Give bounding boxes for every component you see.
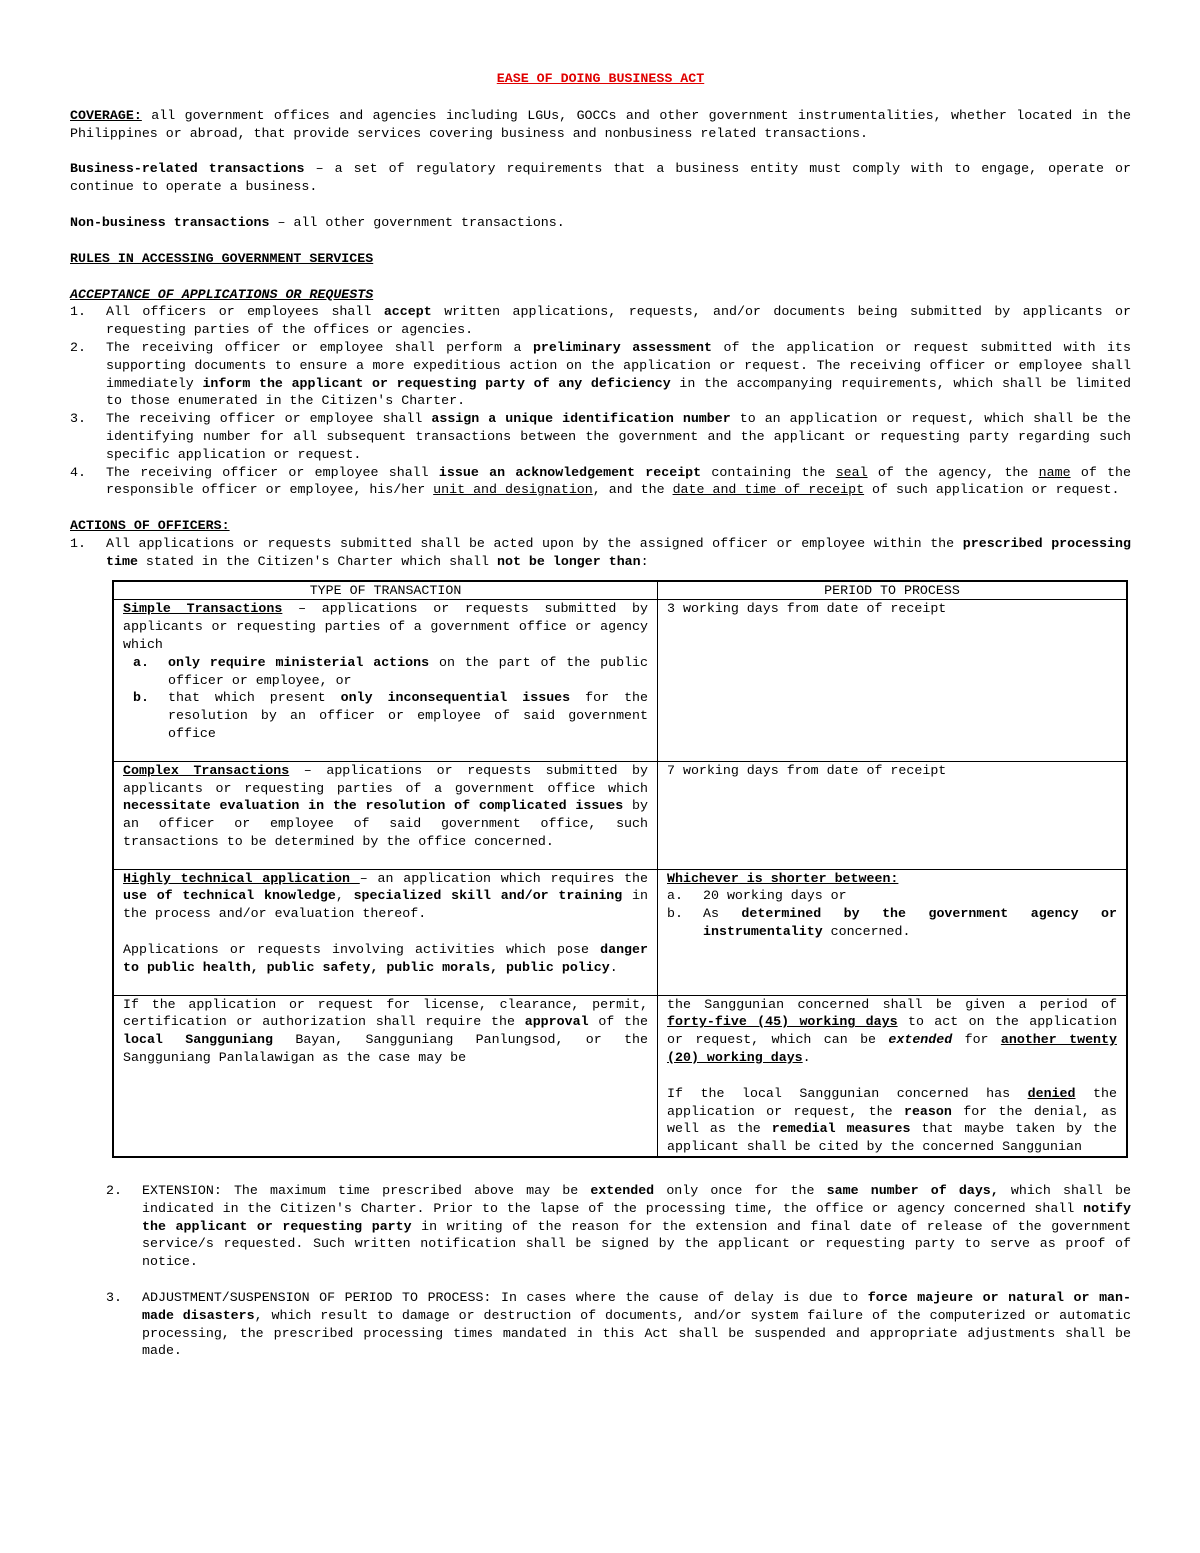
technical-period-cell: Whichever is shorter between: a. 20 working days or b. As determined by the government agency or instrumentality concerned. xyxy=(658,869,1128,995)
technical-type-cell: Highly technical application – an application which requires the use of technical knowledge, specialized skill and/or training in the process and/or evaluation thereof. Applications or requests involving activities which pose danger to public health, public safety, public morals, public policy. xyxy=(113,869,658,995)
post-table-list xyxy=(70,1182,1131,1360)
sanggunian-type-cell: If the application or request for license, clearance, permit, certification or authorization shall require the approval of the local Sangguniang Bayan, Sangguniang Panlungsod, or the Sangguniang Panlalawigan as the case may be xyxy=(113,995,658,1157)
table-header-period: PERIOD TO PROCESS xyxy=(658,581,1128,600)
extension-item: 2. EXTENSION: The maximum time prescribed above may be extended only once for the same number of days, which shall be indicated in the Citizen's Charter. Prior to the lapse of the processing time, the office or agency concerned shall notify the applicant or requesting party in writing of the reason for the extension and final date of release of the government service/s requested. Such written notification shall be signed by the applicant or requesting party to serve as proof of notice. xyxy=(106,1183,1131,1270)
acceptance-item-2: 2. The receiving officer or employee shall perform a preliminary assessment of the application or request submitted with its supporting documents to ensure a more expeditious action on the application or request. The receiving officer or employee shall immediately inform the applicant or requesting party of any deficiency in the accompanying requirements, which shall be limited to those enumerated in the Citizen's Charter. xyxy=(70,339,1131,409)
coverage-paragraph xyxy=(70,107,1131,143)
acceptance-item-1: 1. All officers or employees shall accept written applications, requests, and/or documents being submitted by applicants or requesting parties of the offices or agencies. xyxy=(70,304,1131,338)
acceptance-item-3: 3. The receiving officer or employee shall assign a unique identification number to an application or request, which shall be the identifying number for all subsequent transactions between the government and the applicant or requesting party regarding such specific application or request. xyxy=(70,411,1131,462)
sanggunian-period-cell: the Sanggunian concerned shall be given a period of forty-five (45) working days to act on the application or request, which can be extended for another twenty (20) working days. If the local Sanggunian concerned has denied the application or request, the reason for the denial, as well as the remedial measures that maybe taken by the applicant shall be cited by the concerned Sanggunian xyxy=(658,995,1128,1157)
coverage-label: COVERAGE: xyxy=(70,107,142,123)
nonbusiness-label: Non-business transactions xyxy=(70,214,270,230)
acceptance-item-4: 4. The receiving officer or employee shall issue an acknowledgement receipt containing the seal of the agency, the name of the responsible officer or employee, his/her unit and designation, and the date and time of receipt of such application or request. xyxy=(70,464,1132,498)
adjustment-item: 3. ADJUSTMENT/SUSPENSION OF PERIOD TO PROCESS: In cases where the cause of delay is due to force majeure or natural or man-made disasters, which result to damage or destruction of documents, and/or system failure of the computerized or automatic processing, the prescribed processing times mandated in this Act shall be suspended and appropriate adjustments shall be made. xyxy=(106,1290,1131,1359)
nonbusiness-paragraph xyxy=(70,214,1131,232)
nonbusiness-text: – all other government transactions. xyxy=(269,214,565,230)
actions-heading: ACTIONS OF OFFICERS: xyxy=(70,518,230,534)
business-label: Business-related transactions xyxy=(70,161,305,177)
simple-period-cell: 3 working days from date of receipt xyxy=(658,600,1128,761)
document-title: EASE OF DOING BUSINESS ACT xyxy=(496,71,705,86)
simple-type-cell: Simple Transactions – applications or requests submitted by applicants or requesting parties of a government office or agency which a. only require ministerial actions on the part of the public officer or employee, or b. that which present only inconsequential issues for the resolution by an officer or employee of said government office xyxy=(113,600,658,761)
table-row-technical xyxy=(113,869,1127,995)
rules-heading: RULES IN ACCESSING GOVERNMENT SERVICES xyxy=(70,250,374,266)
complex-period-cell: 7 working days from date of receipt xyxy=(658,761,1128,869)
actions-item-1: 1. All applications or requests submitted shall be acted upon by the assigned officer or employee within the prescribed processing time stated in the Citizen's Charter which shall not be longer than: xyxy=(70,535,1131,569)
acceptance-list xyxy=(70,303,1131,499)
actions-list xyxy=(70,535,1131,571)
acceptance-heading: ACCEPTANCE OF APPLICATIONS OR REQUESTS xyxy=(70,286,374,302)
processing-time-table xyxy=(112,580,1128,1159)
table-row-sanggunian xyxy=(113,995,1127,1157)
business-paragraph xyxy=(70,160,1131,196)
coverage-text: all government offices and agencies including LGUs, GOCCs and other government instrumentalities, whether located in the Philippines or abroad, that provide services covering business and nonbusiness related transactions. xyxy=(70,107,1131,141)
table-row-simple xyxy=(113,600,1127,761)
table-header-row xyxy=(113,581,1127,600)
complex-type-cell: Complex Transactions – applications or requests submitted by applicants or requesting parties of a government office which necessitate evaluation in the resolution of complicated issues by an officer or employee of said government office, such transactions to be determined by the office concerned. xyxy=(113,761,658,869)
table-header-type: TYPE OF TRANSACTION xyxy=(113,581,658,600)
document-page xyxy=(70,70,1131,1378)
business-text: – a set of regulatory requirements that a business entity must comply with to engage, operate or continue to operate a business. xyxy=(70,161,1131,195)
table-row-complex xyxy=(113,761,1127,869)
